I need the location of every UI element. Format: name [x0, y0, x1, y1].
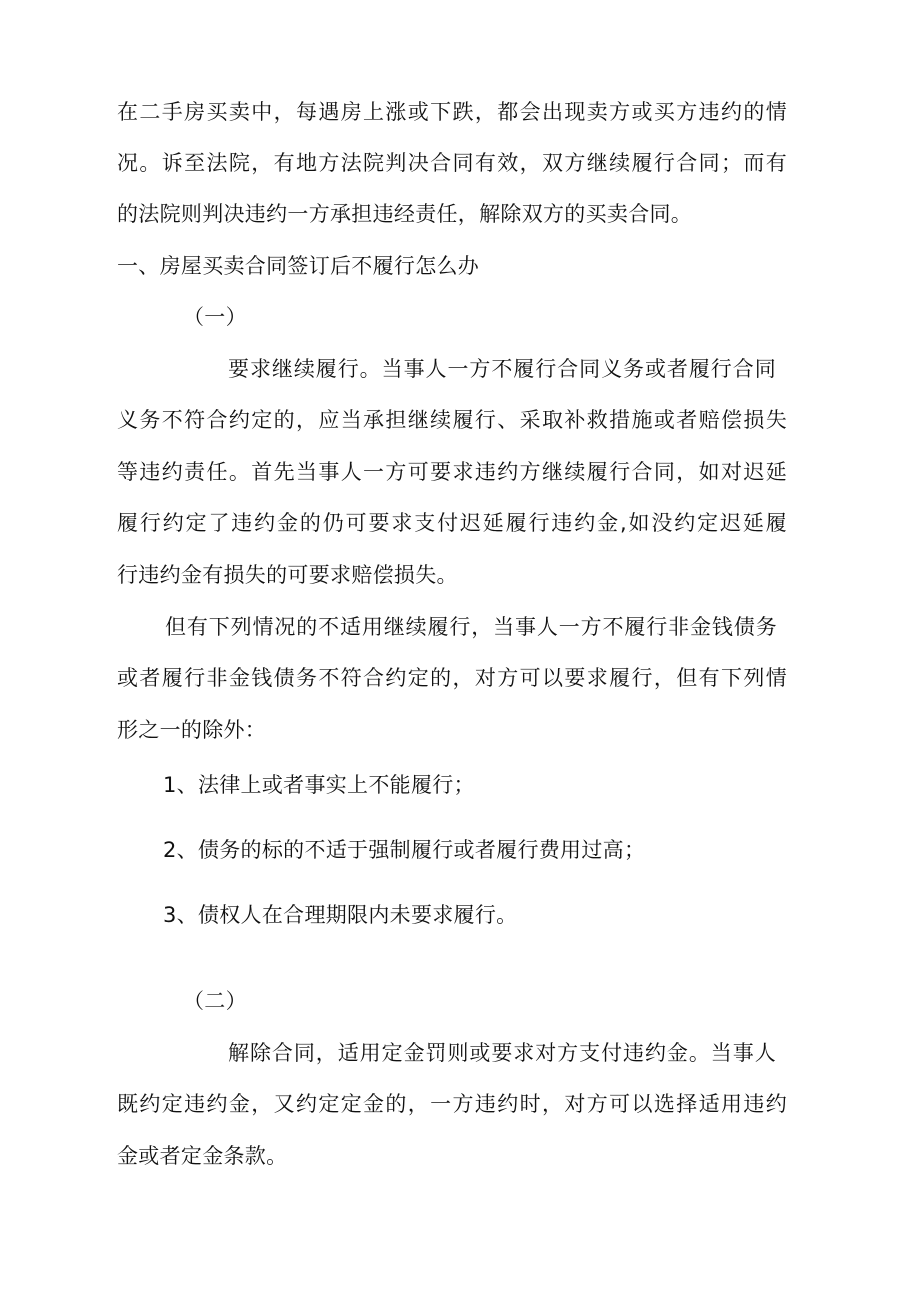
intro-line-1: 在二手房买卖中，每遇房上涨或下跌，都会出现卖方或买方违约的情: [117, 100, 787, 124]
list-item: 2、债务的标的不适于强制履行或者履行费用过高；: [163, 838, 646, 862]
sub1-para1-line-2: 义务不符合约定的，应当承担继续履行、采取补救措施或者赔偿损失: [117, 408, 787, 432]
sub1-para1-line-4: 履行约定了违约金的仍可要求支付迟延履行违约金,如没约定迟延履: [117, 511, 787, 535]
list-item: 3、债权人在合理期限内未要求履行。: [163, 903, 518, 927]
sub1-para2-line-3: 形之一的除外：: [117, 718, 267, 742]
sub2-para1-line-1: 解除合同，适用定金罚则或要求对方支付违约金。当事人: [228, 1041, 776, 1065]
sub1-label: （一）: [183, 305, 247, 329]
sub1-para1-line-1: 要求继续履行。当事人一方不履行合同义务或者履行合同: [228, 357, 776, 381]
list-item: 1、法律上或者事实上不能履行；: [163, 773, 475, 797]
sub2-para1-line-2: 既约定违约金，又约定定金的，一方违约时，对方可以选择适用违约: [117, 1092, 787, 1116]
sub2-label: （二）: [183, 989, 247, 1013]
sub1-para1-line-5: 行违约金有损失的可要求赔偿损失。: [117, 563, 458, 587]
sub2-para1-line-3: 金或者定金条款。: [117, 1144, 288, 1168]
intro-line-2: 况。诉至法院，有地方法院判决合同有效，双方继续履行合同；而有: [117, 151, 787, 175]
sub1-para2-line-2: 或者履行非金钱债务不符合约定的，对方可以要求履行，但有下列情: [117, 666, 787, 690]
intro-line-3: 的法院则判决违约一方承担违经责任，解除双方的买卖合同。: [117, 202, 693, 226]
section-title: 一、房屋买卖合同签订后不履行怎么办: [117, 254, 480, 278]
sub1-para1-line-3: 等违约责任。首先当事人一方可要求违约方继续履行合同，如对迟延: [117, 460, 787, 484]
sub1-para2-line-1: 但有下列情况的不适用继续履行，当事人一方不履行非金钱债务: [165, 615, 777, 639]
